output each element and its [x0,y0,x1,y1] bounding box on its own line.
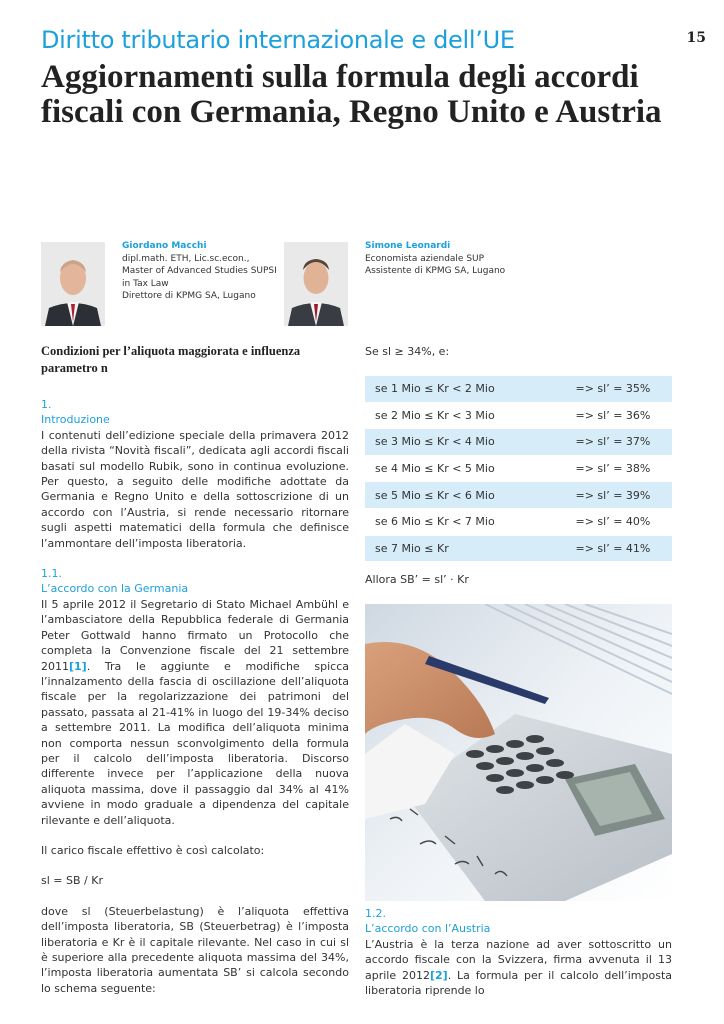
table-row [365,509,672,536]
paragraph-text: . Tra le aggiunte e modifiche spicca l’innalzamento della fascia di oscillazione dell’aliquota fiscale per la regolarizzazione dei patrimoni del passato, passata al 21-41% in luogo del 19-34% deciso a settembre 2011. La modifica dell’aliquota minima non comporta nessun sconvolgimento della formula per il calcolo dell’imposta liberatoria. Discorso differente invece per l’applicazione della nuova aliquota massima, dove il passaggio dal 34% al 41% avviene in modo graduale a dipendenza del capitale rilevante e dell’aliquota. [41,659,349,827]
author-line: Master of Advanced Studies SUPSI [122,266,277,276]
subsection-number: 1.1. [41,567,62,581]
right-section-1-2 [365,906,672,998]
range-cell: se 1 Mio ≤ Kr < 2 Mio [365,376,515,403]
rate-cell: => sl’ = 40% [515,509,672,536]
author-name: Giordano Macchi [122,241,207,251]
footnote-ref-link[interactable]: [1] [69,659,87,673]
table-row [365,376,672,403]
range-cell: se 4 Mio ≤ Kr < 5 Mio [365,456,515,483]
table-row [365,482,672,509]
author-line: dipl.math. ETH, Lic.sc.econ., [122,253,250,264]
formula-allora: Allora SB’ = sl’ · Kr [365,573,469,586]
paragraph-text: Il 5 aprile 2012 il Segretario di Stato Michael Ambühl e l’ambasciatore della Repubblica federale di Germania Peter Gottwald hanno firmato un Protocollo che completa la Convenzione fiscale del 21 settembre 2011 [41,597,349,673]
author-bio-macchi [122,240,282,303]
paragraph: dove sl (Steuerbelastung) è l’aliquota effettiva dell’imposta liberatoria, SB (Steuerbetrag) è l’imposta liberatoria e Kr è il capitale rilevante. Nel caso in cui sl è superiore alla precedente aliquota massima del 34%, l’imposta liberatoria aumentata SB’ si calcola secondo lo schema seguente: [41,904,349,995]
paragraph [365,937,672,999]
paragraph [41,597,349,828]
subsection-title: L’accordo con l’Austria [365,922,491,936]
table-row [365,403,672,430]
range-cell: se 2 Mio ≤ Kr < 3 Mio [365,403,515,430]
footnote-ref-link[interactable]: [2] [429,968,448,982]
paragraph-text: L’Austria è la terza nazione ad aver sottoscritto un accordo fiscale con la Svizzera, firma avvenuta il 13 aprile 2012 [365,937,672,982]
rate-cell: => sl’ = 39% [515,482,672,509]
formula: sl = SB / Kr [41,874,103,888]
table-row [365,536,672,563]
author-line: Assistente di KPMG SA, Lugano [365,266,506,276]
rate-cell: => sl’ = 38% [515,456,672,483]
rate-cell: => sl’ = 37% [515,429,672,456]
calculator-photo [365,604,672,901]
author-line: Economista aziendale SUP [365,253,485,264]
subsection-number: 1.2. [365,907,386,920]
page-title [41,60,691,130]
section-title: Introduzione [41,413,110,427]
condition-line: Se sl ≥ 34%, e: [365,345,450,358]
range-cell: se 3 Mio ≤ Kr < 4 Mio [365,429,515,456]
title-line-1: Aggiornamenti sulla formula degli accordi [41,59,639,95]
rate-cell: => sl’ = 35% [515,376,672,403]
table-row [365,456,672,483]
title-line-2: fiscali con Germania, Regno Unito e Austria [41,94,662,130]
table-row [365,429,672,456]
range-cell: se 5 Mio ≤ Kr < 6 Mio [365,482,515,509]
author-name: Simone Leonardi [365,241,451,251]
range-cell: se 7 Mio ≤ Kr [365,536,515,563]
rate-cell: => sl’ = 36% [515,403,672,430]
subsection-title: L’accordo con la Germania [41,582,189,596]
author-line: Direttore di KPMG SA, Lugano [122,291,256,301]
kicker-title: Diritto tributario internazionale e dell’UE [41,26,515,54]
rate-cell: => sl’ = 41% [515,536,672,563]
section-number: 1. [41,398,52,411]
page-number: 15 [686,30,706,46]
author-line: in Tax Law [122,278,169,289]
author-photo-leonardi [284,242,348,326]
paragraph: I contenuti dell’edizione speciale della primavera 2012 della rivista “Novità fiscali”, dedicata agli accordi fiscali basati sul modello Rubik, sono in continua evoluzione. Per questo, a seguito delle modifiche adottate da Germania e Regno Unito e della sottoscrizione di un accordo con l’Austria, si rende necessario ritornare sugli aspetti matematici della formula che definisce l’ammontare dell’imposta liberatoria. [41,428,349,550]
range-cell: se 6 Mio ≤ Kr < 7 Mio [365,509,515,536]
rate-table [365,376,672,562]
section-heading: Condizioni per l’aliquota maggiorata e influenza parametro n [41,344,301,375]
paragraph-text: . La formula per il calcolo dell’imposta liberatoria riprende lo [365,968,673,998]
author-photo-macchi [41,242,105,326]
paragraph: Il carico fiscale effettivo è così calcolato: [41,843,265,857]
left-column [41,343,349,996]
author-bio-leonardi [365,240,565,278]
